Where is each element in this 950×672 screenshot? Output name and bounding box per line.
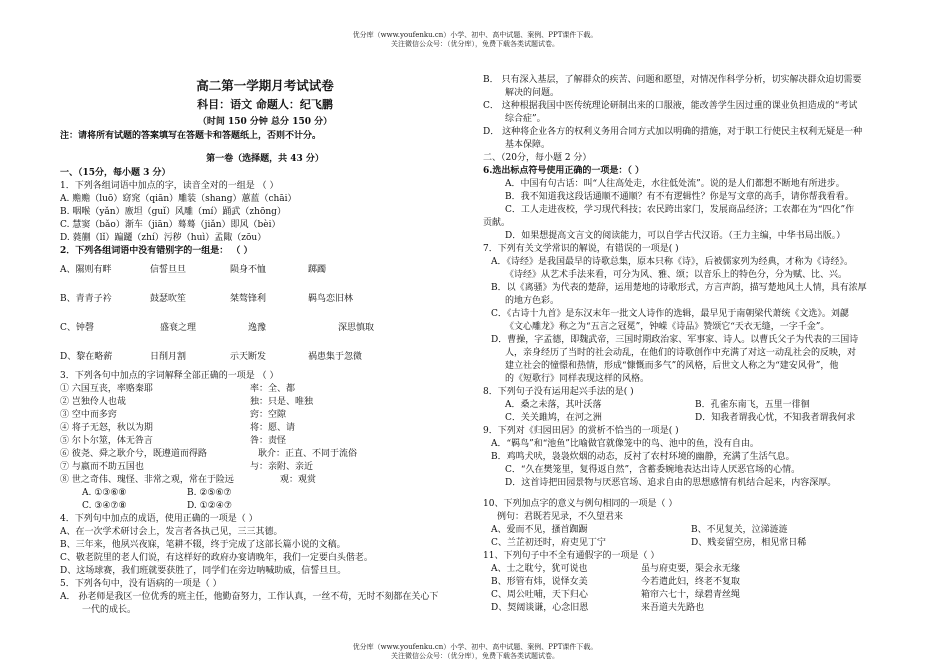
q9-option-d: D．这首诗把田园景物与厌恶官场、追求自由的思想感情有机结合起来，内容深厚。: [505, 478, 837, 488]
q3-item: [60, 396, 470, 409]
q11-option-c: [483, 589, 893, 602]
q10-option-b: B、不见复关，泣涕涟涟: [691, 525, 788, 535]
q7-option-d: D．曹操，字孟德，即魏武帝，三国时期政治家、军事家、诗人。以曹氏父子为代表的三国诗: [491, 335, 859, 345]
q2-option-c: [60, 322, 470, 335]
q3-item-gloss: 独：只是、唯独: [250, 397, 314, 407]
q2-d-3: 示天断发: [230, 352, 267, 362]
q8-option-c: C．关关雎鸠，在河之洲: [505, 413, 602, 423]
page-footer: [0, 643, 950, 661]
q3-item: [60, 448, 470, 461]
q3-item: [60, 435, 470, 448]
q2-b-3: 桀骜锋利: [230, 294, 267, 304]
q3-option-a: A. ①③⑥⑧: [82, 488, 127, 498]
exam-subject: 科目：语文 命题人：纪飞鹏: [197, 98, 333, 111]
footer-line-2: 关注微信公众号：（优分库），免费下载各类试题试卷。: [391, 652, 559, 660]
q4-option-a: A、在一次学术研讨会上，发言者各执己见，三三其德。: [60, 527, 283, 537]
q2-c-3: 逸豫: [248, 323, 267, 333]
q3-item-sentence: ④ 将子无怒，秋以为期: [60, 423, 153, 433]
q2-a-1: A、隰则有畔: [60, 265, 112, 275]
q5-option-d-cont: 基本保障。: [505, 140, 551, 150]
q3-item: [60, 422, 470, 435]
q3-item-gloss: 窍：空隙: [250, 410, 287, 420]
q11-a-2: 虽与府吏要，渠会永无缘: [641, 564, 741, 574]
q7-option-d-cont-1: 人，亲身经历了当时的社会动乱，在他们的诗歌创作中充满了对这一动乱社会的反映，对: [505, 348, 857, 358]
q10-option-d: D、贱妾留空房，相见常日稀: [691, 538, 807, 548]
q10-options-row-2: [483, 537, 893, 550]
q3-item-sentence: ⑦ 与嬴而不助五国也: [60, 462, 144, 472]
question-4: 4．下列句中加点的成语，使用正确的一项是（ ）: [60, 514, 258, 524]
q2-d-2: 日削月割: [150, 352, 187, 362]
q8-options-row-1: [483, 399, 893, 412]
q3-item-sentence: ③ 空中而多窍: [60, 410, 117, 420]
q1-option-a: A. 赡赡（luō）窈窕（qiān）雕装（shang）蕙蓝（chāi）: [60, 194, 297, 204]
q11-c-2: 箱帘六七十，绿碧青丝绳: [641, 590, 741, 600]
q11-option-a: [483, 563, 893, 576]
q5-option-b: B． 只有深入基层，了解群众的疾苦、问题和愿望，对情况作科学分析，切实解决群众迫切需要: [483, 75, 862, 85]
header-line-2: 关注微信公众号：（优分库），免费下载各类试题试卷。: [391, 40, 559, 48]
q7-option-d-cont-2: 建立社会的憧憬和热情，形成“慷慨而多气”的风格，后世文人称之为“建安风骨”，他: [505, 361, 839, 371]
q8-options-row-2: [483, 412, 893, 425]
q9-option-c: C．“久在樊笼里，复得返自然”，含蓄委婉地表达出诗人厌恶官场的心情。: [505, 465, 801, 475]
page-header: [0, 31, 950, 49]
q3-item-sentence: ⑤ 尔卜尔筮，体无咎言: [60, 436, 153, 446]
q6-option-c: C．工人走进夜校，学习现代科技；农民跨出家门，发展商品经济；工农都在为“四化”作: [505, 205, 855, 215]
q3-item-sentence: ⑥ 彼尧、舜之耿介兮，既遵道而得路: [60, 449, 207, 459]
q3-options-row-2: [60, 500, 470, 513]
q5-option-a: A． 孙老师是我区一位优秀的班主任，他勤奋努力，工作认真，一丝不苟，无时不刻都在关心下: [60, 592, 439, 602]
q2-d-4: 祸患集于忽微: [308, 352, 363, 362]
exam-title: 高二第一学期月考试试卷: [196, 78, 334, 93]
exam-notice: 注：请将所有试题的答案填写在答题卡和答题纸上，否则不计分。: [60, 131, 322, 141]
q7-option-c-cont: 《文心雕龙》称之为“五言之冠冕”，钟嵘《诗品》赞颂它“天衣无缝，一字千金”。: [505, 322, 830, 332]
q7-option-b-cont: 的地方色彩。: [505, 296, 560, 306]
q5-option-d: D． 这种将企业各方的权利义务用合同方式加以明确的措施，对于职工行使民主权利无疑是一种: [483, 127, 863, 137]
q8-option-b: B．孔雀东南飞，五里一徘徊: [695, 400, 810, 410]
q7-option-b: B．以《离骚》为代表的楚辞，运用楚地的诗歌形式，方言声韵，描写楚地风土人情，具有浓厚: [491, 283, 867, 293]
q6-option-b: B．我不知道我这段话通顺不通顺？有不有逻辑性？你是写文章的高手，请你帮我看看。: [505, 192, 854, 202]
exam-time: （时间 150 分钟 总分 150 分）: [197, 117, 333, 127]
q11-option-b: [483, 576, 893, 589]
q10-options-row-1: [483, 524, 893, 537]
q3-item-gloss: 将：愿、请: [250, 423, 296, 433]
question-2: 2．下列各组词语中没有错别字的一组是： （ ）: [60, 246, 253, 256]
q11-b-1: B、形管有炜，说怿女美: [491, 577, 588, 587]
q6-option-d: D．如果想提高文言文的阅读能力，可以自学古代汉语。（王力主编，中华书局出版。）: [505, 231, 846, 241]
q5-option-a-cont: 一代的成长。: [82, 605, 137, 615]
q2-c-1: C、钟磬: [60, 323, 94, 333]
q3-item: [60, 461, 470, 474]
header-line-1: 优分库（www.youfenku.cn）小学、初中、高中试题、案例、PPT课件下载。: [352, 31, 598, 39]
q1-option-b: B. 咽喉（yǎn）廒坦（guǐ）风雕（mí）踊武（zhōng）: [60, 207, 286, 217]
question-10: 10、下列加点字的意义与例句相同的一项是（ ）: [483, 499, 678, 509]
left-column: [60, 74, 470, 617]
q3-item-gloss: 观：观赏: [280, 475, 317, 485]
q8-option-d: D．知我者谓我心忧，不知我者谓我何求: [695, 413, 856, 423]
q3-item: [60, 474, 470, 487]
q11-c-1: C、周公吐哺，天下归心: [491, 590, 588, 600]
q2-c-2: 盛衰之理: [160, 323, 197, 333]
q11-b-2: 今若遣此妇，终老不复取: [641, 577, 741, 587]
q10-option-a: A、爱而不见，搔首踟蹰: [491, 525, 588, 535]
q1-option-c: C. 慧窦（bǎo）渐车（jiān）蓦蓦（jiǎn）即风（bèi）: [60, 220, 281, 230]
q3-item: [60, 409, 470, 422]
q11-option-d: [483, 602, 893, 615]
q9-option-a: A．“羁鸟”和“池鱼”比喻做官就像笼中的鸟、池中的鱼，没有自由。: [491, 439, 759, 449]
q3-items: [60, 383, 470, 487]
q2-c-4: 深思慎取: [338, 323, 375, 333]
question-7: 7．下列有关文学常识的解说，有错误的一项是( ): [483, 244, 679, 254]
q3-option-c: C. ③④⑦⑧: [82, 501, 127, 511]
q5-option-c-cont: 综合症”。: [505, 114, 546, 124]
q2-d-1: D、黎在略薪: [60, 352, 113, 362]
q3-option-b: B. ②⑤⑥⑦: [187, 488, 232, 498]
question-8: 8．下列句子没有运用起兴手法的是( ): [483, 387, 634, 397]
question-11: 11、下列句子中不全有通假字的一项是（ ）: [483, 551, 660, 561]
q3-item-gloss: 耿介：正直、不同于流俗: [258, 449, 358, 459]
q7-option-a: A．《诗经》是我国最早的诗歌总集，原本只称《诗》，后被儒家列为经典，才称为《诗经》。: [491, 257, 854, 267]
right-column: [483, 74, 893, 615]
question-5: 5．下列各句中，没有语病的一项是（ ）: [60, 579, 222, 589]
q5-option-c: C． 这种根据我国中医传统理论研制出来的口服液，能改善学生因过重的课业负担造成的“考试: [483, 101, 858, 111]
q11-d-2: 来吾道夫先路也: [641, 603, 705, 613]
question-9: 9．下列对《归园田居》的赏析不恰当的一项是( ): [483, 426, 679, 436]
q2-option-b: [60, 293, 470, 306]
q2-b-1: B、青青子衿: [60, 294, 112, 304]
q4-option-c: C、敬老院里的老人们说，有这样好的政府办宴请晚年，我们一定要白头偕老。: [60, 553, 373, 563]
q3-option-d: D. ①②④⑦: [187, 501, 232, 511]
q2-a-2: 信誓旦旦: [150, 265, 187, 275]
question-6: 6.选出标点符号使用正确的一项是：（ ）: [483, 166, 645, 176]
q3-item: [60, 383, 470, 396]
q8-option-a: A．桑之未落，其叶沃落: [505, 400, 602, 410]
q9-option-b: B．鸡鸣犬吠，袅袅炊烟的动态，反衬了农村环境的幽静，充满了生活气息。: [491, 452, 795, 462]
q7-option-c: C．《古诗十九首》是东汉末年一批文人诗作的选辑，最早见于南朝梁代萧统《文选》。刘勰: [491, 309, 849, 319]
q2-option-d: [60, 351, 470, 364]
q3-item-sentence: ⑧ 世之奇伟、瑰怪、非常之观，常在于险远: [60, 475, 234, 485]
q10-example: 例句：君既若见录，不久望君来: [497, 512, 624, 522]
q5-option-b-cont: 解决的问题。: [505, 88, 560, 98]
q7-option-d-cont-3: 的《短歌行》同样表现这样的风格。: [505, 374, 650, 384]
q2-option-a: [60, 264, 470, 277]
q2-b-2: 鼓瑟吹笙: [150, 294, 187, 304]
footer-line-1: 优分库（www.youfenku.cn）小学、初中、高中试题、案例、PPT课件下载。: [352, 643, 598, 651]
q2-a-3: 陨身不恤: [230, 265, 267, 275]
q2-a-4: 踯躅: [308, 265, 327, 275]
part-2-heading: 二、（20分，每小题 2 分）: [483, 153, 592, 163]
q11-a-1: A、士之耽兮，犹可说也: [491, 564, 588, 574]
q6-option-a: A．中国有句古话：叫“人往高处走，水往低处流”。说的是人们都想不断地有所进步。: [505, 179, 845, 189]
q3-item-gloss: 咎：责怪: [250, 436, 287, 446]
section-1-heading: 第一卷（选择题，共 43 分）: [206, 154, 324, 164]
q4-option-b: B、三年来，他夙兴夜寐，笔耕不辍，终于完成了这部长篇小说的文稿。: [60, 540, 346, 550]
question-3: 3．下列各句中加点的字词解释全部正确的一项是 （ ）: [60, 371, 279, 381]
q10-option-c: C、兰芷初还时，府吏见丁宁: [491, 538, 606, 548]
q3-item-sentence: ① 六国互丧，率赂秦耶: [60, 384, 153, 394]
part-1-heading: 一、（15分，每小题 3 分）: [60, 168, 171, 178]
q4-option-d: D、这场球赛，我们班就要获胜了，同学们在旁边呐喊助威，信誓旦旦。: [60, 566, 347, 576]
q3-item-gloss: 与：亲附、亲近: [250, 462, 314, 472]
q6-option-c-cont: 贡献。: [483, 218, 511, 228]
q3-options-row-1: [60, 487, 470, 500]
question-1: 1．下列各组词语中加点的字，读音全对的一组是 （ ）: [60, 181, 279, 191]
q7-option-a-cont: 《诗经》从艺术手法来看，可分为风、雅、颂；以音乐上的特色分，分为赋、比、兴。: [505, 270, 848, 280]
q2-b-4: 羁鸟恋旧林: [308, 294, 354, 304]
q1-option-d: D. 蕤蒯（lǐ）蹁躚（zhí）污秽（huì）孟陬（zōu）: [60, 233, 267, 243]
q3-item-sentence: ② 岂独伶人也哉: [60, 397, 126, 407]
q11-d-1: D、契阔谈谦，心念旧恩: [491, 603, 589, 613]
q3-item-gloss: 率：全、都: [250, 384, 296, 394]
